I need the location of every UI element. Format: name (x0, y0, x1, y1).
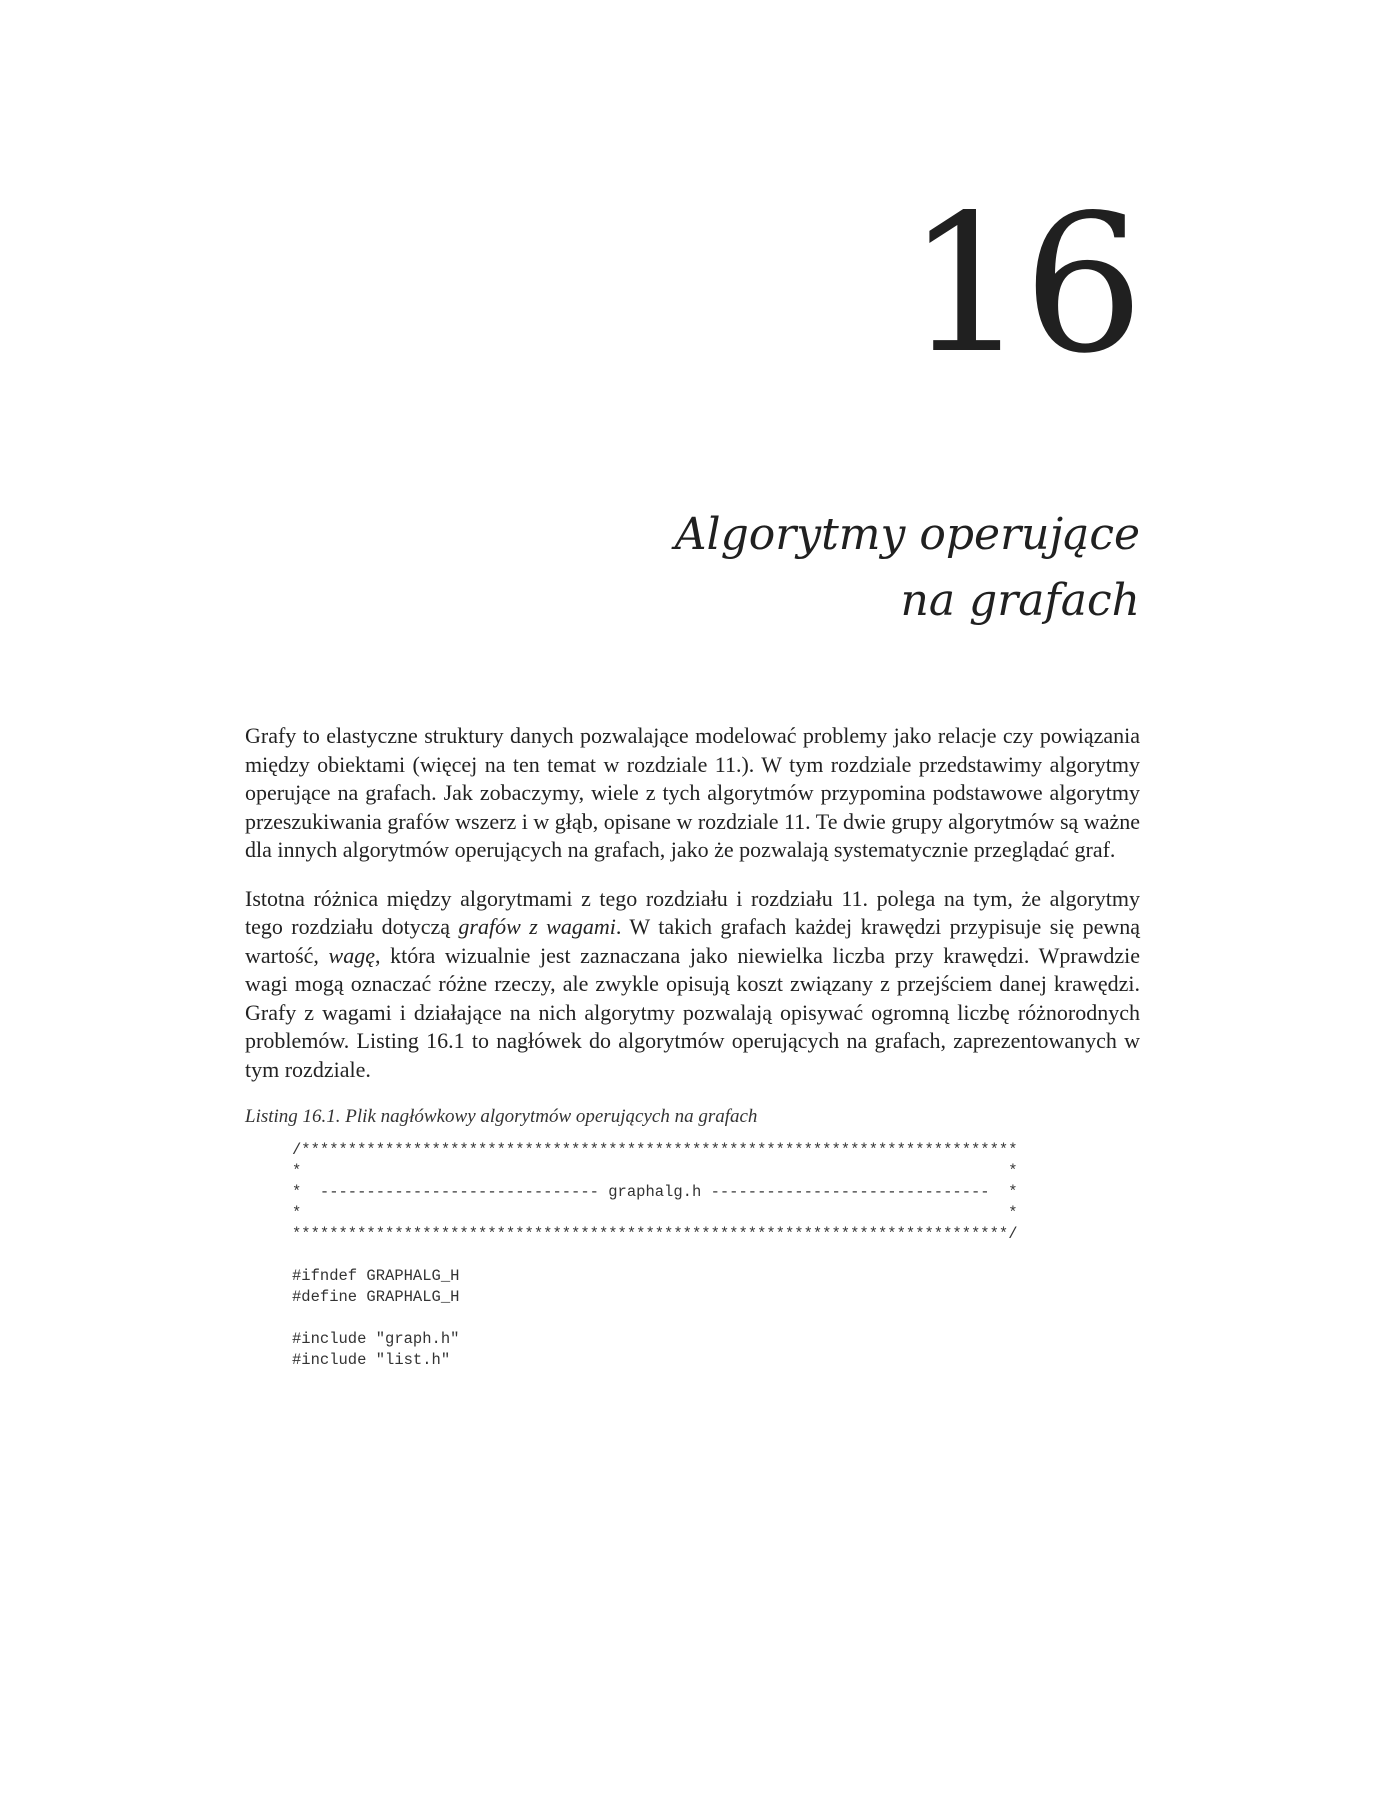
code-line: #include "graph.h" (292, 1330, 460, 1348)
chapter-title-line-2: na grafach (900, 575, 1140, 626)
chapter-title-line-1: Algorytmy operujące (674, 509, 1140, 560)
chapter-number: 16 (906, 174, 1140, 395)
paragraph-2-part-3: , która wizualnie jest zaznaczana jako niewielka liczba przy krawędzi. Wprawdzie wagi mogą oznaczać różne rzeczy, ale zwykle opisują koszt związany z przejściem danej krawędzi. Grafy z wagami i działające na nich algorytmy pozwalają opisywać ogromną liczbę różnorodnych problemów. Listing 16.1 to nagłówek do algorytmów operujących na grafach, zaprezentowanych w tym rozdziale. (245, 942, 1140, 1082)
code-blank-line (292, 1245, 1140, 1266)
code-line: * * (292, 1204, 1018, 1222)
body-text (245, 722, 1140, 1371)
code-line: /***************************************************************************** (292, 1141, 1018, 1159)
code-line: * * (292, 1162, 1018, 1180)
paragraph-intro: Grafy to elastyczne struktury danych pozwalające modelować problemy jako relacje czy powiązania między obiektami (więcej na ten temat w rozdziale 11.). W tym rozdziale przedstawimy algorytmy operujące na grafach. Jak zobaczymy, wiele z tych algorytmów przypomina podstawowe algorytmy przeszukiwania grafów wszerz i w głąb, opisane w rozdziale 11. Te dwie grupy algorytmów są ważne dla innych algorytmów operujących na grafach, jako że pozwalają systematycznie przeglądać graf. (245, 723, 1140, 862)
code-line: *****************************************************************************/ (292, 1225, 1018, 1243)
paragraph-weighted-graphs (245, 885, 1140, 1085)
paragraph-2-part-2: . W takich grafach każdej krawędzi przypisuje się pewną wartość, (245, 914, 1140, 968)
listing-caption: Listing 16.1. Plik nagłówkowy algorytmów operujących na grafach (245, 1106, 758, 1127)
code-line: #define GRAPHALG_H (292, 1288, 460, 1306)
code-line: #include "list.h" (292, 1351, 451, 1369)
code-blank-line (292, 1308, 1140, 1329)
code-listing (292, 1140, 1140, 1371)
code-line: * ------------------------------ graphalg.h ------------------------------ * (292, 1183, 1018, 1201)
term-weight: wagę (328, 942, 375, 968)
paragraph-2-part-1: Istotna różnica między algorytmami z tego rozdziału i rozdziału 11. polega na tym, że algorytmy tego rozdziału dotyczą (245, 885, 1140, 939)
term-weighted-graphs: grafów z wagami (458, 914, 616, 939)
chapter-title (675, 502, 1140, 634)
code-line: #ifndef GRAPHALG_H (292, 1267, 460, 1285)
